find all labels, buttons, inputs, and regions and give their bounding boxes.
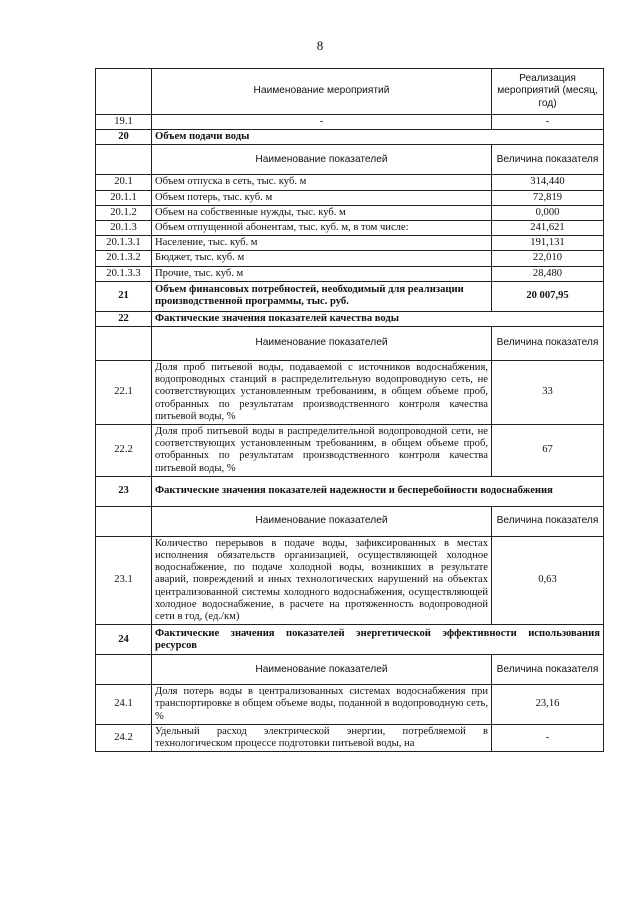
section-num: 20 [96,130,152,145]
row-num: 20.1.3.3 [96,266,152,281]
row-name: Доля проб питьевой воды в распределительной водопроводной сети, не соответствующих установленным требованиям, в общем объеме проб, отобранных по результатам производственного контроля качества питьевой воды, % [152,425,492,477]
subheader-value: Величина показателя [492,655,604,685]
row-name: - [152,115,492,130]
row-value: - [492,724,604,751]
header-num-cell [96,69,152,115]
row-num: 22.2 [96,425,152,477]
table-row [96,205,604,220]
table-header-row [96,69,604,115]
table-row [96,175,604,190]
row-name: Бюджет, тыс. куб. м [152,251,492,266]
subheader-value: Величина показателя [492,506,604,536]
subheader-name: Наименование показателей [152,655,492,685]
table-row [96,685,604,725]
subheader-row [96,327,604,361]
row-num: 20.1.3 [96,221,152,236]
table-row [96,724,604,751]
subheader-row [96,145,604,175]
section-row-20 [96,130,604,145]
row-num: 20.1.1 [96,190,152,205]
section-num: 21 [96,281,152,311]
row-name: Удельный расход электрической энергии, потребляемой в технологическом процессе подготовки питьевой воды, на [152,724,492,751]
header-value-cell: Реализация мероприятий (месяц, год) [492,69,604,115]
section-title: Фактические значения показателей надежности и бесперебойности водоснабжения [152,476,604,506]
row-num: 20.1.3.1 [96,236,152,251]
row-value: 72,819 [492,190,604,205]
subheader-name: Наименование показателей [152,145,492,175]
row-value: 33 [492,361,604,425]
row-name: Доля проб питьевой воды, подаваемой с источников водоснабжения, водопроводных станций в распределительную водопроводную сеть, не соответствующих установленным требованиям, в общем объеме проб, отобранных по результатам производственного контроля качества питьевой воды, % [152,361,492,425]
table-row [96,221,604,236]
section-num: 23 [96,476,152,506]
row-num: 20.1.2 [96,205,152,220]
table-row [96,115,604,130]
program-table [95,68,604,752]
section-row-22 [96,311,604,326]
row-num: 24.2 [96,724,152,751]
row-num: 24.1 [96,685,152,725]
subheader-name: Наименование показателей [152,506,492,536]
subheader-row [96,655,604,685]
row-value: 191,131 [492,236,604,251]
subheader-name: Наименование показателей [152,327,492,361]
section-title: Объем подачи воды [152,130,604,145]
subheader-row [96,506,604,536]
row-num: 19.1 [96,115,152,130]
section-title: Фактические значения показателей качества воды [152,311,604,326]
section-num: 22 [96,311,152,326]
row-num: 20.1 [96,175,152,190]
row-name: Население, тыс. куб. м [152,236,492,251]
row-name: Объем на собственные нужды, тыс. куб. м [152,205,492,220]
section-num: 24 [96,625,152,655]
row-value: 0,63 [492,536,604,624]
page-number: 8 [316,38,324,53]
row-num: 23.1 [96,536,152,624]
subheader-value: Величина показателя [492,145,604,175]
row-name: Объем потерь, тыс. куб. м [152,190,492,205]
row-num: 20.1.3.2 [96,251,152,266]
row-value: - [492,115,604,130]
row-value: 314,440 [492,175,604,190]
table-row [96,190,604,205]
section-row-23 [96,476,604,506]
subheader-value: Величина показателя [492,327,604,361]
table-row [96,266,604,281]
section-row-24 [96,625,604,655]
row-value: 0,000 [492,205,604,220]
row-name: Доля потерь воды в централизованных системах водоснабжения при транспортировке в общем объеме воды, поданной в водопроводную сеть, % [152,685,492,725]
table-row [96,361,604,425]
row-name: Прочие, тыс. куб. м [152,266,492,281]
table-row [96,251,604,266]
table-row [96,236,604,251]
table-row [96,536,604,624]
row-value: 23,16 [492,685,604,725]
table-row [96,425,604,477]
header-name-cell: Наименование мероприятий [152,69,492,115]
row-value: 28,480 [492,266,604,281]
row-name: Объем отпуска в сеть, тыс. куб. м [152,175,492,190]
row-name: Количество перерывов в подаче воды, зафиксированных в местах исполнения обязательств организацией, осуществляющей холодное водоснабжение, по подаче холодной воды, возникших в результате аварий, повреждений и иных технологических нарушений на объектах централизованной системы холодного водоснабжения, осуществляющей холодное водоснабжение, в расчете на протяженность водопроводной сети в год, (ед./км) [152,536,492,624]
section-row-21 [96,281,604,311]
section-title: Фактические значения показателей энергетической эффективности использования ресурсов [152,625,604,655]
row-value: 241,621 [492,221,604,236]
section-title: Объем финансовых потребностей, необходимый для реализации производственной программы, тыс. руб. [152,281,492,311]
section-value: 20 007,95 [492,281,604,311]
row-value: 22,010 [492,251,604,266]
row-value: 67 [492,425,604,477]
row-num: 22.1 [96,361,152,425]
row-name: Объем отпущенной абонентам, тыс. куб. м, в том числе: [152,221,492,236]
